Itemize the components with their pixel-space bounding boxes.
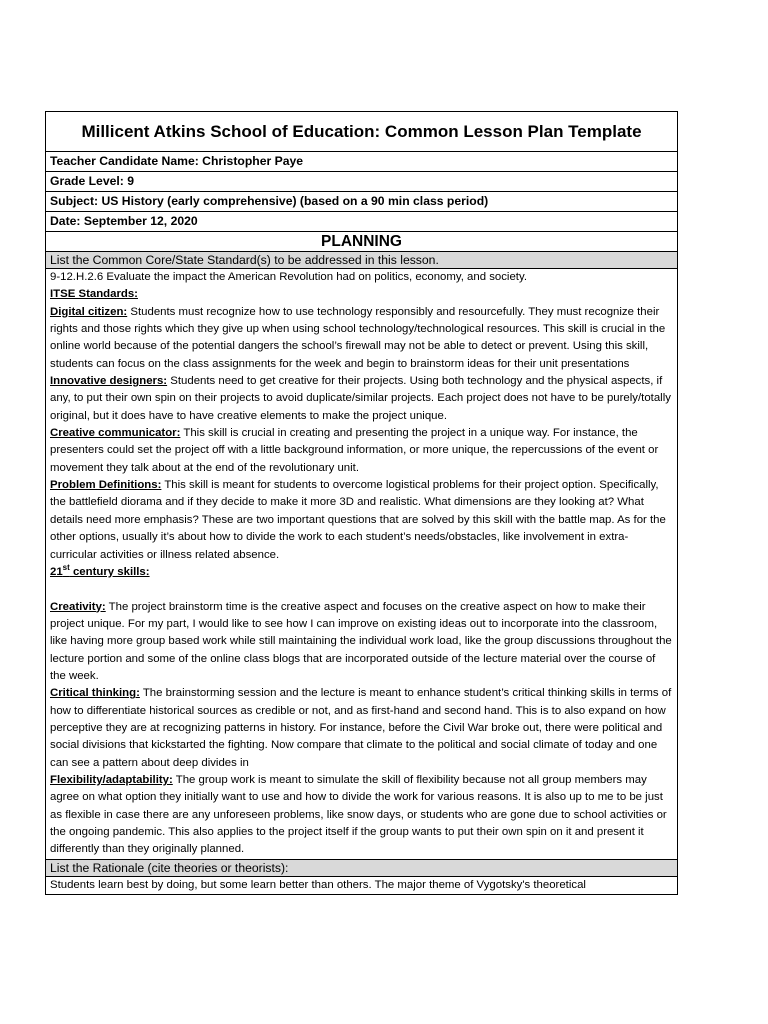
standards-body — [46, 269, 678, 860]
itse-item: Innovative designers: Students need to get creative for their projects. Using both technology and the physical aspects, if any, to put their own spin on their projects to avoid duplicate/similar projects. Each project does not have to be purely/totally original, but it does have to have creative elements to make the project unique. — [50, 375, 671, 422]
standards-heading: List the Common Core/State Standard(s) to be addressed in this lesson. — [46, 252, 678, 269]
rationale-body: Students learn best by doing, but some learn better than others. The major theme of Vygotsky's theoretical — [46, 876, 678, 894]
skill-item: Critical thinking: The brainstorming session and the lecture is meant to enhance student’s critical thinking skills in terms of how to differentiate historical sources as credible or not, and as first-hand and second hand. This is to also expand on how perceptive they are at recognizing patterns in history. For instance, before the Civil War broke out, there were political and social divisions that kickstarted the fighting. Now compare that climate to the political and social climate of today and one can see a pattern about deep divides in — [50, 687, 672, 769]
lesson-plan-table — [45, 111, 678, 895]
rationale-heading: List the Rationale (cite theories or theorists): — [46, 859, 678, 876]
itse-item: Creative communicator: This skill is crucial in creating and presenting the project in a unique way. For instance, the presenters could set the project off with a little background information, or more unique, the repercussions of the event or movement they talk about at the end of the revolutionary unit. — [50, 427, 659, 474]
teacher-name: Teacher Candidate Name: Christopher Paye — [46, 152, 678, 172]
century-skills-heading: 21st century skills: — [50, 563, 150, 578]
grade-level: Grade Level: 9 — [46, 172, 678, 192]
skill-item: Flexibility/adaptability: The group work is meant to simulate the skill of flexibility because not all group members may agree on what option they initially want to use and how to divide the work for various reasons. It is also up to me to be just as flexible in case there are any unforeseen problems, like snow days, or students who are gone due to school activities or the ongoing pandemic. This also applies to the project itself if the group wants to put their own spin on it and present it differently than they originally planned. — [50, 773, 667, 856]
subject: Subject: US History (early comprehensive) (based on a 90 min class period) — [46, 192, 678, 212]
planning-heading: PLANNING — [46, 232, 678, 252]
date: Date: September 12, 2020 — [46, 212, 678, 232]
standard-code: 9-12.H.2.6 Evaluate the impact the American Revolution had on politics, economy, and society. — [50, 271, 527, 283]
skill-item: Creativity: The project brainstorm time is the creative aspect and focuses on the creative aspect on how to make their project unique. For my part, I would like to see how I can improve on existing ideas out to incorporate into the classroom, like having more group based work while still maintaining the individual work load, like the group discussions throughout the lecture portion and some of the online class blogs that are incorporated outside of the lecture material over the course of the week. — [50, 600, 672, 682]
itse-item: Problem Definitions: This skill is meant for students to overcome logistical problems for their project option. Specifically, the battlefield diorama and if they decide to make it more 3D and realistic. What dimensions are they looking at? What details need more emphasis? These are two important questions that are solved by this skill with the battle map. As for the other options, usually it’s about how to divide the work to each student’s needs/obstacles, like involvement in extra-curricular activities or illness related absence. — [50, 479, 666, 561]
itse-item: Digital citizen: Students must recognize how to use technology responsibly and resourcefully. They must recognize their rights and those rights which they give up when using school technology/technological resources. This skill is crucial in the online world because of the potential dangers the school’s firewall may not be able to detect or prevent. Using this skill, students can focus on the class assignments for the week and begin to brainstorm ideas for their unit presentations — [50, 305, 666, 370]
itse-heading: ITSE Standards: — [50, 288, 138, 301]
lesson-plan-document — [45, 111, 678, 895]
document-title: Millicent Atkins School of Education: Common Lesson Plan Template — [46, 112, 678, 152]
